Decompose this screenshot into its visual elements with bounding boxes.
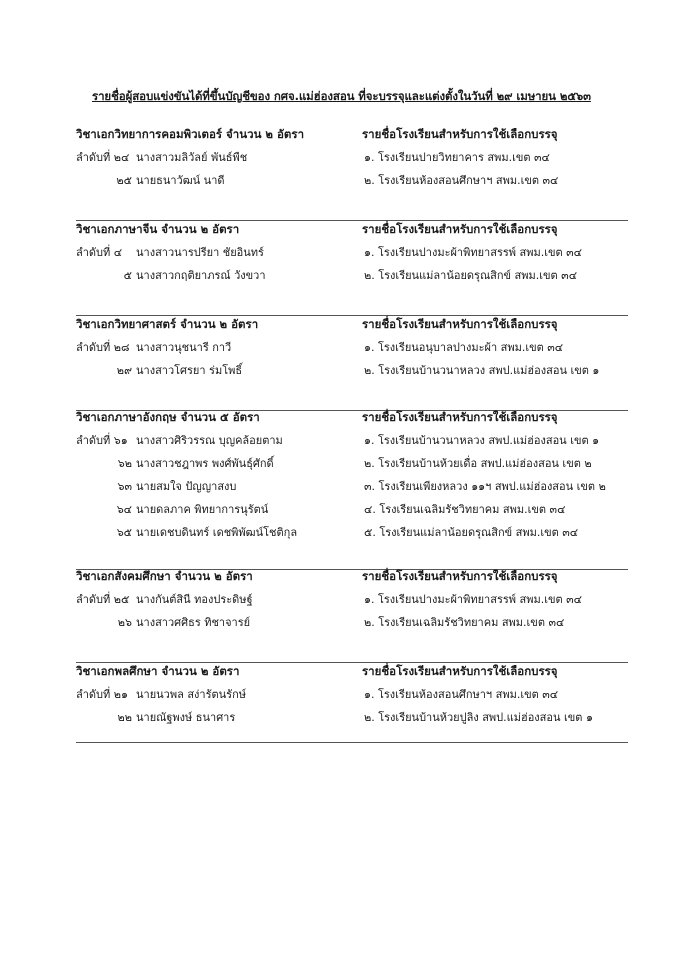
candidate-row (76, 525, 356, 540)
school-item: ๑. โรงเรียนอนุบาลปางมะผ้า สพม.เขต ๓๔ (364, 341, 564, 354)
school-item: ๒. โรงเรียนแม่ลาน้อยดรุณสิกข์ สพม.เขต ๓๔ (364, 269, 578, 282)
candidate-row (76, 687, 356, 702)
rank-label: ลำดับที่ (76, 151, 111, 164)
rank-number: ๖๔ (116, 503, 132, 516)
school-item: ๑. โรงเรียนห้องสอนศึกษาฯ สพม.เขต ๓๔ (364, 688, 559, 701)
school-item: ๕. โรงเรียนแม่ลาน้อยดรุณสิกข์ สพม.เขต ๓๔ (364, 526, 579, 539)
candidate-column (76, 126, 356, 188)
rank-number: ๖๕ (116, 526, 132, 539)
candidate-name: นางสาวมลิวัลย์ พันธ์พืช (136, 151, 248, 164)
candidate-row (76, 245, 356, 260)
school-item: ๑. โรงเรียนบ้านวนาหลวง สพป.แม่ฮ่องสอน เขต ๑ (364, 434, 600, 447)
candidate-name: นางสาวนุชนารี กาวี (136, 341, 232, 354)
school-list-title: รายชื่อโรงเรียนสำหรับการใช้เลือกบรรจุ (362, 222, 558, 236)
rank-label: ลำดับที่ (76, 246, 111, 259)
rank-label: ลำดับที่ (76, 434, 111, 447)
school-list-title: รายชื่อโรงเรียนสำหรับการใช้เลือกบรรจุ (362, 664, 558, 678)
candidate-column (76, 568, 356, 630)
candidate-name: นายดลภาค พิทยาการนุรัตน์ (136, 503, 269, 516)
school-item: ๒. โรงเรียนบ้านวนาหลวง สพป.แม่ฮ่องสอน เขต ๑ (364, 364, 600, 377)
school-item: ๓. โรงเรียนเพียงหลวง ๑๑ฯ สพป.แม่ฮ่องสอน เขต ๒ (364, 480, 606, 493)
school-item: ๑. โรงเรียนปายวิทยาคาร สพม.เขต ๓๔ (364, 151, 550, 164)
school-item: ๔. โรงเรียนเฉลิมรัชวิทยาคม สพม.เขต ๓๔ (364, 503, 566, 516)
section-english (76, 409, 628, 570)
candidate-name: นางสาวศิริวรรณ บุญคล้อยตาม (136, 434, 283, 447)
rank-number: ๔ (113, 246, 123, 259)
candidate-row (76, 479, 356, 494)
section-social-studies (76, 568, 628, 663)
subject-heading: วิชาเอกภาษาอังกฤษ จำนวน ๕ อัตรา (76, 410, 260, 424)
subject-heading: วิชาเอกพลศึกษา จำนวน ๒ อัตรา (76, 664, 240, 678)
candidate-row (76, 615, 356, 630)
section-physical-education (76, 663, 628, 743)
candidate-column (76, 663, 356, 725)
rank-number: ๒๙ (116, 364, 132, 377)
school-column (362, 221, 632, 283)
candidate-name: นางสาวโศรยา ร่มโพธิ์ (136, 364, 243, 377)
school-item: ๒. โรงเรียนบ้านห้วยเดื่อ สพป.แม่ฮ่องสอน เขต ๒ (364, 457, 592, 470)
candidate-row (76, 592, 356, 607)
subject-heading: วิชาเอกภาษาจีน จำนวน ๒ อัตรา (76, 222, 240, 236)
subject-heading: วิชาเอกวิทยาการคอมพิวเตอร์ จำนวน ๒ อัตรา (76, 127, 305, 141)
school-list-title: รายชื่อโรงเรียนสำหรับการใช้เลือกบรรจุ (362, 410, 558, 424)
rank-number: ๒๖ (117, 616, 132, 629)
candidate-row (76, 340, 356, 355)
rank-label: ลำดับที่ (76, 593, 111, 606)
school-column (362, 126, 632, 188)
section-science (76, 316, 628, 411)
school-column (362, 663, 632, 725)
candidate-column (76, 409, 356, 540)
school-item: ๒. โรงเรียนเฉลิมรัชวิทยาคม สพม.เขต ๓๔ (364, 616, 565, 629)
rank-number: ๒๔ (113, 151, 130, 164)
section-chinese (76, 221, 628, 316)
candidate-name: นางกันต์สินี ทองประดิษฐ์ (136, 593, 253, 606)
subject-heading: วิชาเอกสังคมศึกษา จำนวน ๒ อัตรา (76, 569, 253, 583)
school-column (362, 409, 632, 540)
school-column (362, 316, 632, 378)
rank-number: ๕ (123, 269, 132, 282)
school-item: ๒. โรงเรียนบ้านห้วยปูลิง สพป.แม่ฮ่องสอน เขต ๑ (364, 711, 593, 724)
candidate-row (76, 268, 356, 283)
candidate-name: นายณัฐพงษ์ ธนาศาร (136, 711, 236, 724)
school-list-title: รายชื่อโรงเรียนสำหรับการใช้เลือกบรรจุ (362, 127, 558, 141)
candidate-name: นางสาวนารปรียา ชัยอินทร์ (136, 246, 264, 259)
candidate-row (76, 502, 356, 517)
document-title: รายชื่อผู้สอบแข่งขันได้ที่ขึ้นบัญชีของ กศจ.แม่ฮ่องสอน ที่จะบรรจุและแต่งตั้งในวันที่ ๒๙ เมษายน ๒๕๖๓ (92, 89, 591, 103)
school-list-title: รายชื่อโรงเรียนสำหรับการใช้เลือกบรรจุ (362, 569, 558, 583)
rank-label: ลำดับที่ (76, 688, 111, 701)
rank-number: ๒๘ (113, 341, 130, 354)
school-item: ๒. โรงเรียนห้องสอนศึกษาฯ สพม.เขต ๓๔ (364, 174, 559, 187)
candidate-row (76, 150, 356, 165)
candidate-row (76, 173, 356, 188)
rank-label: ลำดับที่ (76, 341, 111, 354)
subject-heading: วิชาเอกวิทยาศาสตร์ จำนวน ๒ อัตรา (76, 317, 259, 331)
candidate-column (76, 316, 356, 378)
candidate-name: นางสาวศศิธร ทิชาจารย์ (136, 616, 251, 629)
candidate-name: นางสาวกฤติยาภรณ์ วังขวา (136, 269, 266, 282)
school-column (362, 568, 632, 630)
rank-number: ๒๕ (116, 174, 132, 187)
rank-number: ๖๑ (113, 434, 128, 447)
rank-number: ๒๕ (113, 593, 130, 606)
rank-number: ๖๒ (117, 457, 132, 470)
candidate-row (76, 456, 356, 471)
candidate-name: นายนวพล สง่ารัตนรักษ์ (136, 688, 246, 701)
candidate-row (76, 433, 356, 448)
candidate-row (76, 710, 356, 725)
rank-number: ๒๑ (113, 688, 129, 701)
rank-number: ๖๓ (117, 480, 132, 493)
school-item: ๑. โรงเรียนปางมะผ้าพิทยาสรรพ์ สพม.เขต ๓๔ (364, 246, 582, 259)
school-list-title: รายชื่อโรงเรียนสำหรับการใช้เลือกบรรจุ (362, 317, 558, 331)
candidate-row (76, 363, 356, 378)
candidate-name: นายธนาวัฒน์ นาดี (136, 174, 225, 187)
candidate-name: นายเดชบดินทร์ เดชพิพัฒน์โชติกุล (136, 526, 298, 539)
school-item: ๑. โรงเรียนปางมะผ้าพิทยาสรรพ์ สพม.เขต ๓๔ (364, 593, 582, 606)
rank-number: ๒๒ (117, 711, 132, 724)
candidate-column (76, 221, 356, 283)
candidate-name: นายสมใจ ปัญญาสงบ (136, 480, 237, 493)
candidate-name: นางสาวชฎาพร พงศ์พันธุ์ศักดิ์ (136, 457, 274, 470)
section-computer-science (76, 126, 628, 221)
